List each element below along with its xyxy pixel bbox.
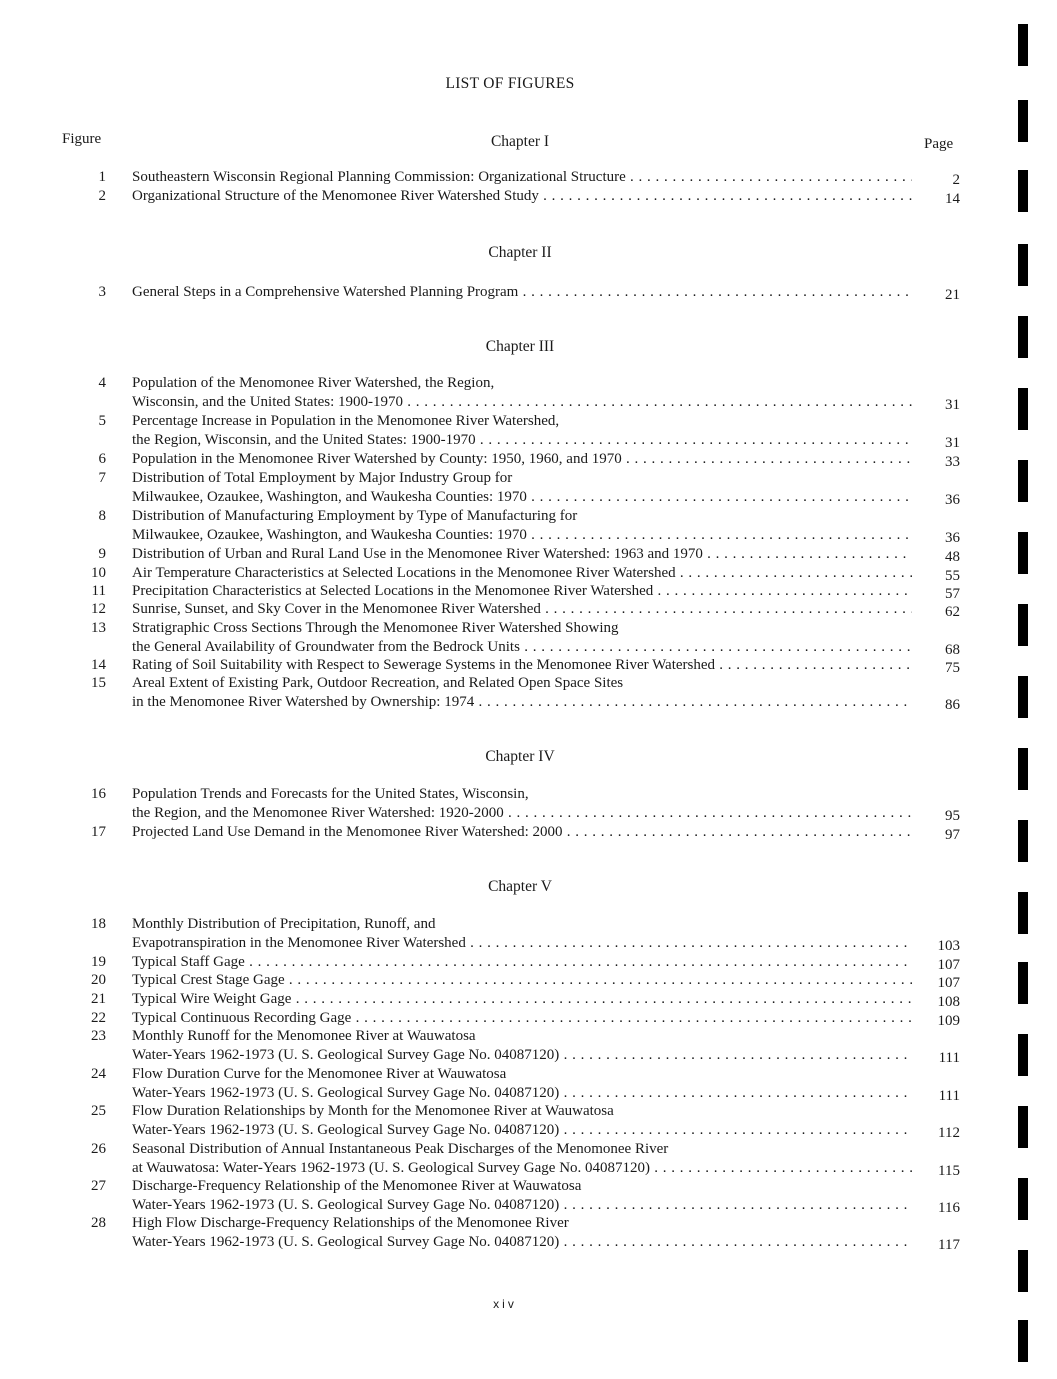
figure-entry: [60, 823, 960, 842]
edge-mark: [1018, 676, 1028, 718]
edge-mark: [1018, 604, 1028, 646]
chapter-heading: Chapter II: [488, 244, 552, 261]
page-number: 31: [945, 396, 960, 413]
edge-mark: [1018, 1320, 1028, 1362]
page-number: 107: [937, 975, 960, 991]
figure-entry: [60, 469, 960, 506]
figure-title: [132, 374, 912, 411]
figure-title-line: Water-Years 1962-1973 (U. S. Geological Survey Gage No. 04087120) . . .: [132, 1084, 912, 1103]
figure-title: [132, 507, 912, 544]
figure-entry: [60, 1065, 960, 1102]
figure-number: 14: [91, 657, 106, 673]
figure-title-line: Projected Land Use Demand in the Menomonee River Watershed: 2000 . . .: [132, 823, 912, 842]
figure-entry: [60, 1140, 960, 1177]
figure-title-line: Air Temperature Characteristics at Selected Locations in the Menomonee River Watershed . . .: [132, 564, 912, 583]
figure-number: 5: [98, 413, 106, 429]
page-number: 68: [945, 641, 960, 658]
figure-entry: [60, 374, 960, 411]
edge-mark: [1018, 962, 1028, 1004]
figure-title-line: Population of the Menomonee River Watershed, the Region,: [132, 375, 495, 391]
figure-title-line: Distribution of Urban and Rural Land Use in the Menomonee River Watershed: 1963 and 1970 . . .: [132, 545, 912, 564]
page-number: 116: [938, 1199, 960, 1216]
chapter-heading: Chapter IV: [485, 748, 555, 765]
figure-number: 27: [91, 1178, 106, 1194]
figure-number: 11: [91, 583, 106, 599]
figure-title: [132, 656, 912, 675]
figure-entry: [60, 412, 960, 449]
figure-entry: [60, 1177, 960, 1214]
figure-title-line: Precipitation Characteristics at Selected Locations in the Menomonee River Watershed . . .: [132, 582, 912, 601]
edge-mark: [1018, 244, 1028, 286]
page-number: 97: [945, 827, 960, 843]
figure-title-line: Flow Duration Curve for the Menomonee River at Wauwatosa: [132, 1066, 507, 1082]
chapter-heading: Chapter V: [488, 878, 552, 895]
figure-entry: [60, 507, 960, 544]
edge-mark: [1018, 388, 1028, 430]
page-number: 86: [945, 696, 960, 713]
figure-entry: [60, 564, 960, 583]
figure-title-line: Milwaukee, Ozaukee, Washington, and Waukesha Counties: 1970 . . .: [132, 526, 912, 545]
page-number: 55: [945, 568, 960, 584]
figure-number: 10: [91, 565, 106, 581]
figure-title: [132, 1065, 912, 1102]
figure-number: 7: [98, 470, 106, 486]
figure-title: [132, 412, 912, 449]
page-number: 111: [938, 1049, 960, 1066]
figure-title-line: Distribution of Manufacturing Employment by Type of Manufacturing for: [132, 508, 578, 524]
page-number: 57: [945, 586, 960, 602]
figure-entry: [60, 1102, 960, 1139]
figure-title-line: Southeastern Wisconsin Regional Planning Commission: Organizational Structure . . .: [132, 168, 912, 187]
page-title: LIST OF FIGURES: [445, 75, 575, 92]
figure-entry: [60, 545, 960, 564]
page-number: 103: [937, 937, 960, 954]
figure-title-line: in the Menomonee River Watershed by Ownership: 1974 . . .: [132, 693, 912, 712]
figure-entry: [60, 1009, 960, 1028]
figure-number: 15: [91, 675, 106, 691]
edge-mark: [1018, 748, 1028, 790]
figure-title: [132, 582, 912, 601]
figure-title: [132, 469, 912, 506]
figure-title-line: the General Availability of Groundwater from the Bedrock Units . . .: [132, 638, 912, 657]
figure-title: [132, 545, 912, 564]
page-number: 95: [945, 807, 960, 824]
figure-entry: [60, 953, 960, 972]
figure-title-line: the Region, and the Menomonee River Watershed: 1920-2000 . . .: [132, 804, 912, 823]
figure-number: 21: [91, 991, 106, 1007]
page-number: 109: [937, 1013, 960, 1029]
page-number: 33: [945, 454, 960, 470]
page-number: 36: [945, 529, 960, 546]
figure-title-line: Stratigraphic Cross Sections Through the Menomonee River Watershed Showing: [132, 620, 619, 636]
figure-number: 12: [91, 601, 106, 617]
edge-mark: [1018, 170, 1028, 212]
figure-title-line: the Region, Wisconsin, and the United States: 1900-1970 . . .: [132, 431, 912, 450]
figure-title-line: Wisconsin, and the United States: 1900-1970 . . .: [132, 393, 912, 412]
figure-number: 8: [98, 508, 106, 524]
figure-title-line: Water-Years 1962-1973 (U. S. Geological Survey Gage No. 04087120) . . .: [132, 1046, 912, 1065]
figure-title-line: Evapotranspiration in the Menomonee River Watershed . . .: [132, 934, 912, 953]
page-number-footer: xiv: [493, 1297, 517, 1311]
figure-number: 1: [98, 169, 106, 185]
figure-entry: [60, 990, 960, 1009]
figure-number: 17: [91, 824, 106, 840]
figure-entry: [60, 168, 960, 187]
figure-number: 24: [91, 1066, 106, 1082]
edge-mark: [1018, 1106, 1028, 1148]
figure-title-line: High Flow Discharge-Frequency Relationships of the Menomonee River: [132, 1215, 569, 1231]
figure-title-line: Distribution of Total Employment by Major Industry Group for: [132, 470, 513, 486]
figure-entry: [60, 450, 960, 469]
figure-title: [132, 674, 912, 711]
figure-entry: [60, 619, 960, 656]
figure-title: [132, 1140, 912, 1177]
page-number: 14: [945, 191, 960, 207]
figure-title: [132, 564, 912, 583]
figure-title: [132, 971, 912, 990]
figure-number: 2: [98, 188, 106, 204]
figure-title: [132, 915, 912, 952]
figure-title: [132, 1009, 912, 1028]
figure-title: [132, 283, 912, 302]
figure-title-line: Organizational Structure of the Menomonee River Watershed Study . . .: [132, 187, 912, 206]
figure-number: 22: [91, 1010, 106, 1026]
figure-title: [132, 990, 912, 1009]
figure-title-line: General Steps in a Comprehensive Watershed Planning Program . . .: [132, 283, 912, 302]
figure-entry: [60, 785, 960, 822]
edge-mark: [1018, 1178, 1028, 1220]
edge-mark: [1018, 532, 1028, 574]
figure-entry: [60, 283, 960, 302]
figure-entry: [60, 971, 960, 990]
figure-title-line: Seasonal Distribution of Annual Instantaneous Peak Discharges of the Menomonee River: [132, 1141, 669, 1157]
figure-title-line: Milwaukee, Ozaukee, Washington, and Waukesha Counties: 1970 . . .: [132, 488, 912, 507]
chapter-heading: Chapter III: [485, 338, 555, 355]
figure-title-line: Water-Years 1962-1973 (U. S. Geological Survey Gage No. 04087120) . . .: [132, 1196, 912, 1215]
figure-entry: [60, 674, 960, 711]
edge-mark: [1018, 1250, 1028, 1292]
figure-entry: [60, 1027, 960, 1064]
figure-title-line: Typical Continuous Recording Gage . . .: [132, 1009, 912, 1028]
figure-title: [132, 785, 912, 822]
page-number: 75: [945, 660, 960, 676]
page-number: 62: [945, 604, 960, 620]
figure-title-line: Typical Staff Gage . . .: [132, 953, 912, 972]
figure-title-line: Water-Years 1962-1973 (U. S. Geological Survey Gage No. 04087120) . . .: [132, 1233, 912, 1252]
figure-entry: [60, 915, 960, 952]
page-number: 107: [937, 957, 960, 973]
figure-number: 3: [98, 284, 106, 300]
figure-title: [132, 823, 912, 842]
figure-number: 4: [98, 375, 106, 391]
figure-entry: [60, 600, 960, 619]
figure-title: [132, 953, 912, 972]
figure-title-line: Typical Wire Weight Gage . . .: [132, 990, 912, 1009]
page-column-header: Page: [924, 136, 954, 152]
figure-number: 6: [98, 451, 106, 467]
figure-title: [132, 187, 912, 206]
figure-title: [132, 168, 912, 187]
figure-title-line: Typical Crest Stage Gage . . .: [132, 971, 912, 990]
figure-number: 25: [91, 1103, 106, 1119]
figure-entry: [60, 1214, 960, 1251]
figure-column-header: Figure: [62, 131, 102, 147]
scan-edge-marks: [1018, 0, 1030, 1379]
page-number: 31: [945, 434, 960, 451]
figure-title: [132, 1027, 912, 1064]
edge-mark: [1018, 1034, 1028, 1076]
figure-number: 19: [91, 954, 106, 970]
figure-number: 20: [91, 972, 106, 988]
figure-title-line: Monthly Distribution of Precipitation, Runoff, and: [132, 916, 436, 932]
page-number: 112: [938, 1124, 960, 1141]
page-number: 48: [945, 549, 960, 565]
page-number: 115: [938, 1162, 960, 1179]
figure-title: [132, 1214, 912, 1251]
figure-number: 9: [98, 546, 106, 562]
figure-title-line: Monthly Runoff for the Menomonee River at Wauwatosa: [132, 1028, 476, 1044]
chapter-heading: Chapter I: [490, 133, 550, 150]
figure-title-line: Population in the Menomonee River Watershed by County: 1950, 1960, and 1970 . . .: [132, 450, 912, 469]
edge-mark: [1018, 316, 1028, 358]
figure-number: 26: [91, 1141, 106, 1157]
edge-mark: [1018, 892, 1028, 934]
figure-title: [132, 1102, 912, 1139]
figure-title: [132, 450, 912, 469]
edge-mark: [1018, 460, 1028, 502]
page-number: 36: [945, 491, 960, 508]
figure-title-line: Water-Years 1962-1973 (U. S. Geological Survey Gage No. 04087120) . . .: [132, 1121, 912, 1140]
page-number: 117: [938, 1236, 960, 1253]
figure-title-line: Percentage Increase in Population in the Menomonee River Watershed,: [132, 413, 560, 429]
figure-number: 28: [91, 1215, 106, 1231]
page-number: 108: [937, 994, 960, 1010]
figure-number: 13: [91, 620, 106, 636]
page-number: 111: [938, 1087, 960, 1104]
figure-number: 23: [91, 1028, 106, 1044]
figure-title: [132, 600, 912, 619]
page-number: 21: [945, 287, 960, 303]
figure-number: 18: [91, 916, 106, 932]
figure-entry: [60, 187, 960, 206]
figure-title-line: at Wauwatosa: Water-Years 1962-1973 (U. S. Geological Survey Gage No. 04087120) . . .: [132, 1159, 912, 1178]
figure-title: [132, 1177, 912, 1214]
figure-title-line: Population Trends and Forecasts for the United States, Wisconsin,: [132, 786, 529, 802]
figure-title-line: Discharge-Frequency Relationship of the Menomonee River at Wauwatosa: [132, 1178, 582, 1194]
figure-title-line: Areal Extent of Existing Park, Outdoor Recreation, and Related Open Space Sites: [132, 675, 624, 691]
figure-title-line: Flow Duration Relationships by Month for the Menomonee River at Wauwatosa: [132, 1103, 614, 1119]
edge-mark: [1018, 24, 1028, 66]
figure-number: 16: [91, 786, 106, 802]
figure-entry: [60, 656, 960, 675]
figure-title-line: Sunrise, Sunset, and Sky Cover in the Menomonee River Watershed . . .: [132, 600, 912, 619]
edge-mark: [1018, 100, 1028, 142]
page-number: 2: [952, 172, 960, 188]
figure-entry: [60, 582, 960, 601]
figure-title-line: Rating of Soil Suitability with Respect to Sewerage Systems in the Menomonee River Watershed . . .: [132, 656, 912, 675]
figure-title: [132, 619, 912, 656]
edge-mark: [1018, 820, 1028, 862]
